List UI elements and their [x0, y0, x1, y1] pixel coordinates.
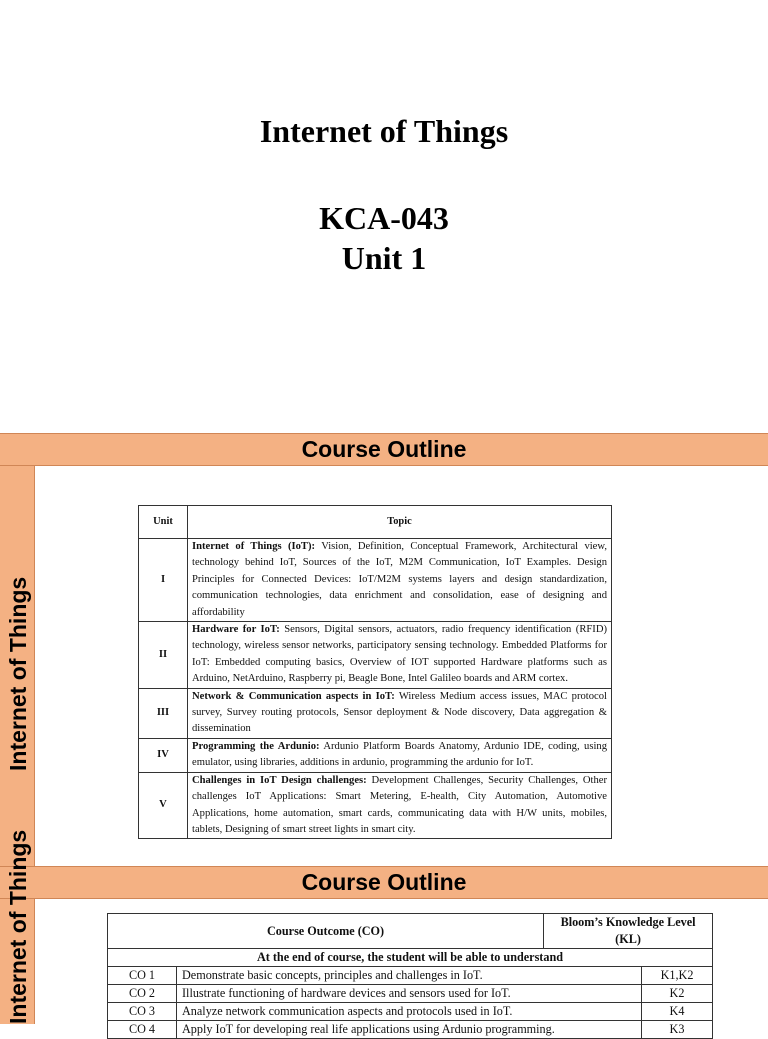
slide-heading: Course Outline [0, 866, 768, 899]
table-row [139, 622, 612, 689]
topic-text [188, 772, 612, 839]
topic-title: Hardware for IoT: [192, 624, 280, 636]
unit-number: V [139, 772, 188, 839]
table-header-row [108, 914, 713, 949]
table-row [139, 539, 612, 622]
topic-text [188, 622, 612, 689]
course-outcome-slide [0, 829, 768, 1036]
slide-heading: Course Outline [0, 433, 768, 466]
topic-text [188, 738, 612, 772]
side-label: Internet of Things [5, 576, 31, 771]
co-description: Analyze network communication aspects and protocols used in IoT. [177, 1003, 642, 1021]
unit-header: Unit [139, 506, 188, 539]
co-id: CO 2 [108, 985, 177, 1003]
co-knowledge-level: K2 [642, 985, 713, 1003]
unit-label: Unit 1 [341, 240, 427, 276]
topic-title: Network & Communication aspects in IoT: [192, 690, 395, 702]
side-label: Internet of Things [5, 829, 31, 1024]
topic-header: Topic [188, 506, 612, 539]
table-subheader-row [108, 949, 713, 967]
unit-number: III [139, 688, 188, 738]
co-knowledge-level: K1,K2 [642, 967, 713, 985]
unit-number: IV [139, 738, 188, 772]
table-header-row [139, 506, 612, 539]
title-slide [0, 0, 768, 433]
table-row [139, 772, 612, 839]
co-header: Course Outcome (CO) [108, 914, 544, 949]
topic-title: Internet of Things (IoT): [192, 541, 316, 552]
topic-body: Sensors, Digital sensors, actuators, radio frequency identification (RFID) technology, wireless sensor networks, participatory sensing technology. Embedded Platforms for IoT: Embedded computing basics, Overview of IOT supported Hardware platforms such as Arduino, NetArduino, Raspberry pi, Beagle Bone, Intel Galileo boards and ARM cortex. [192, 624, 608, 685]
course-outline-slide [0, 433, 768, 866]
co-id: CO 4 [108, 1021, 177, 1039]
co-id: CO 3 [108, 1003, 177, 1021]
table-row [108, 1003, 713, 1021]
topic-body: Development Challenges, Security Challenges, Other challenges IoT Applications: Smart Metering, E-health, City Automation, Automotive Applications, home automation, smart cards, communicating data with H/W units, mobiles, tablets, Designing of smart street lights in smart city. [192, 774, 607, 835]
course-title: Internet of Things [259, 113, 509, 149]
unit-number: II [139, 622, 188, 689]
slide-content [34, 899, 768, 1036]
outcome-table [107, 913, 713, 1039]
unit-number: I [139, 539, 188, 622]
co-knowledge-level: K4 [642, 1003, 713, 1021]
table-row [139, 688, 612, 738]
table-row [139, 738, 612, 772]
topic-text [188, 688, 612, 738]
topic-body: Ardunio Platform Boards Anatomy, Ardunio IDE, coding, using emulator, using libraries, additions in ardunio, programming the ardunio for IoT. [192, 740, 607, 769]
topic-body: Vision, Definition, Conceptual Framework, Architectural view, technology behind IoT, Sources of the IoT, M2M Communication, IoT Examples. Design Principles for Connected Devices: IoT/M2M systems layers and design standardization, communication technologies, data enrichment and consolidation, ease of designing and affordability [192, 541, 607, 618]
topic-text [188, 539, 612, 622]
table-row [108, 967, 713, 985]
co-subheader: At the end of course, the student will be able to understand [108, 949, 713, 967]
table-row [108, 985, 713, 1003]
topic-body: Wireless Medium access issues, MAC protocol survey, Survey routing protocols, Sensor deployment & Node discovery, Data aggregation & dissemination [192, 690, 607, 735]
co-description: Apply IoT for developing real life applications using Ardunio programming. [177, 1021, 642, 1039]
course-code: KCA-043 [319, 200, 449, 236]
topic-table [138, 505, 612, 839]
topic-title: Programming the Ardunio: [192, 740, 320, 752]
table-row [108, 1021, 713, 1039]
slide-content [34, 466, 768, 866]
kl-header: Bloom’s Knowledge Level (KL) [544, 914, 713, 949]
topic-title: Challenges in IoT Design challenges: [192, 774, 367, 786]
co-description: Illustrate functioning of hardware devices and sensors used for IoT. [177, 985, 642, 1003]
co-knowledge-level: K3 [642, 1021, 713, 1039]
co-id: CO 1 [108, 967, 177, 985]
co-description: Demonstrate basic concepts, principles and challenges in IoT. [177, 967, 642, 985]
